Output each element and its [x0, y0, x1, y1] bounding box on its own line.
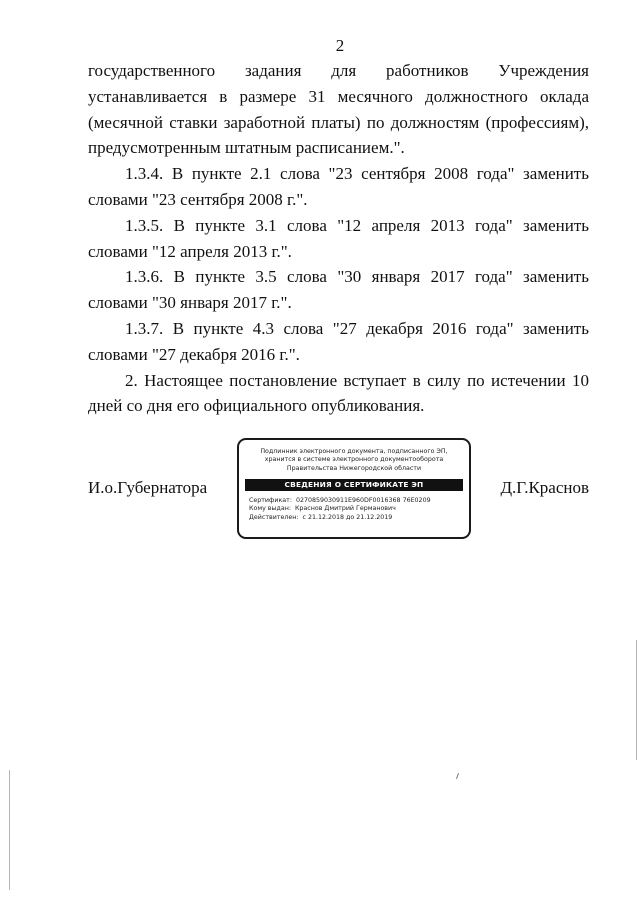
stamp-row-issued-to	[249, 505, 469, 513]
stamp-notice-line: Подлинник электронного документа, подписанного ЭП,	[260, 448, 448, 455]
electronic-signature-stamp	[237, 438, 471, 539]
stamp-notice	[239, 448, 469, 473]
signatory-name: Д.Г.Краснов	[500, 478, 589, 497]
stamp-row-valid	[249, 514, 469, 522]
stamp-certificate-header: СВЕДЕНИЯ О СЕРТИФИКАТЕ ЭП	[245, 479, 463, 491]
stamp-certificate-details	[249, 497, 469, 522]
scan-speck	[456, 773, 459, 779]
stamp-notice-line: Правительства Нижегородской области	[286, 464, 422, 472]
document-body	[88, 58, 589, 419]
stamp-valid-value: с 21.12.2018 до 21.12.2019	[302, 513, 393, 521]
stamp-certificate-label: Сертификат:	[249, 497, 292, 505]
stamp-certificate-value: 0270859030911E960DF0016368 76E0209	[295, 497, 431, 505]
stamp-issued-to-label: Кому выдан:	[249, 505, 291, 513]
stamp-valid-label: Действителен:	[249, 513, 299, 521]
scan-edge-mark	[9, 770, 10, 890]
paragraph-item-1-3-6: 1.3.6. В пункте 3.5 слова "30 января 2017 года" заменить словами "30 января 2017 г.".	[88, 267, 589, 313]
page-number: 2	[335, 36, 345, 55]
stamp-notice-line: хранится в системе электронного документооборота	[264, 456, 444, 464]
paragraph-item-2: 2. Настоящее постановление вступает в силу по истечении 10 дней со дня его официального опубликования.	[88, 370, 589, 416]
scan-edge-mark	[636, 640, 637, 760]
paragraph-item-1-3-7: 1.3.7. В пункте 4.3 слова "27 декабря 2016 года" заменить словами "27 декабря 2016 г.".	[88, 318, 589, 364]
paragraph-item-1-3-5: 1.3.5. В пункте 3.1 слова "12 апреля 2013 года" заменить словами "12 апреля 2013 г.".	[88, 215, 589, 261]
paragraph-item-1-3-4: 1.3.4. В пункте 2.1 слова "23 сентября 2008 года" заменить словами "23 сентября 2008 г.".	[88, 164, 589, 209]
stamp-issued-to-value: Краснов Дмитрий Германович	[294, 505, 396, 513]
paragraph-continuation: государственного задания для работников Учреждения устанавливается в размере 31 месячного должностного оклада (месячной ставки заработной платы) по должностям (профессиям), предусмотренным штатным расписанием.".	[88, 61, 589, 158]
signatory-position: И.о.Губернатора	[88, 478, 208, 497]
